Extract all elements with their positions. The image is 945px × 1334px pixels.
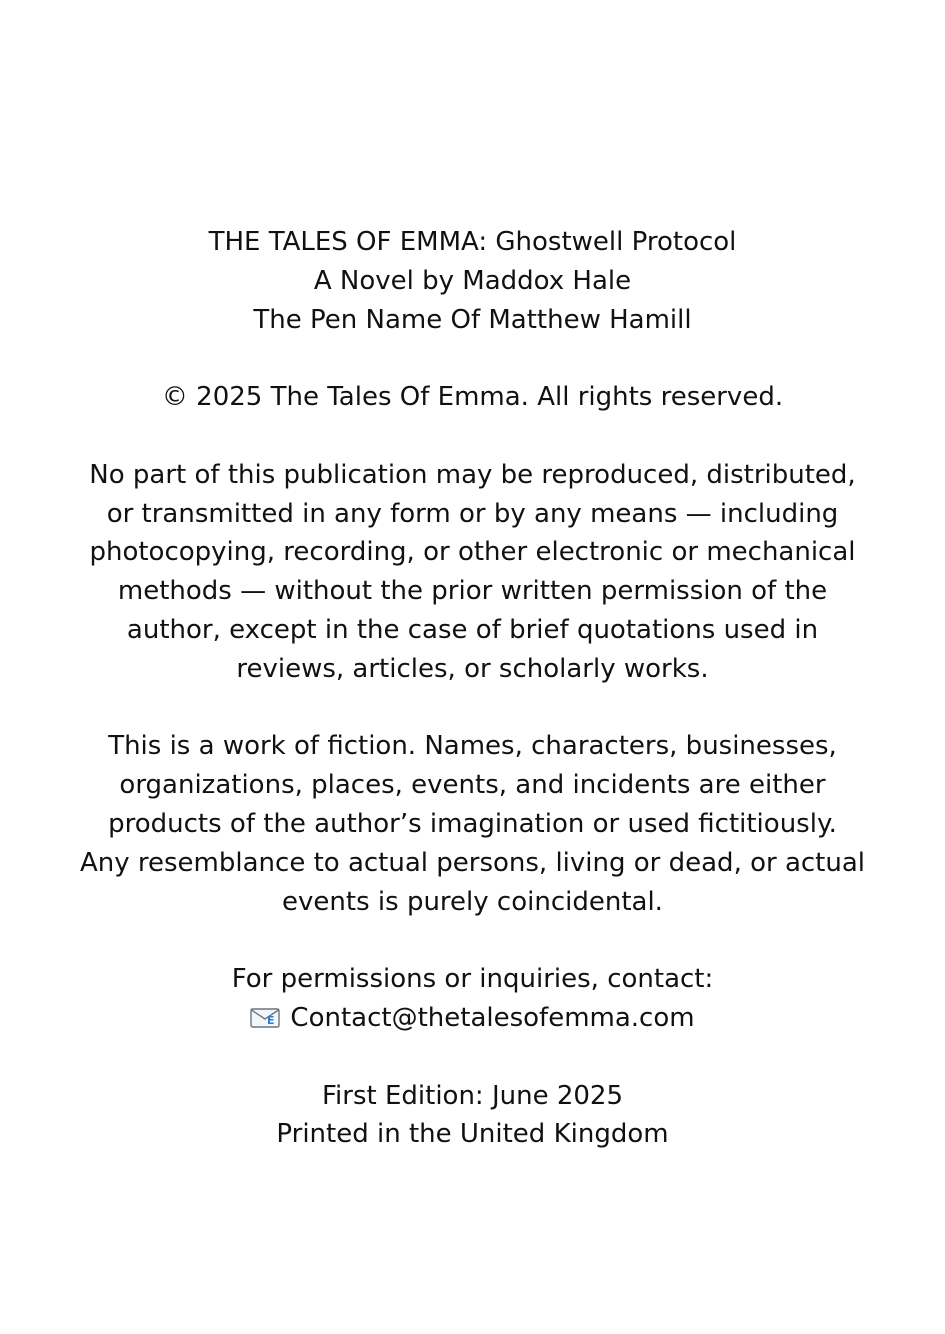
email-icon xyxy=(250,1008,280,1028)
spacer xyxy=(0,921,945,960)
first-edition: First Edition: June 2025 xyxy=(321,1080,624,1111)
printed-location: Printed in the United Kingdom xyxy=(276,1119,669,1150)
fiction-paragraph xyxy=(0,727,945,921)
spacer xyxy=(0,689,945,728)
contact-email-link[interactable]: Contact@thetalesofemma.com xyxy=(290,1002,695,1033)
copyright-page xyxy=(0,223,945,1154)
rights-line: author, except in the case of brief quotations used in xyxy=(126,614,819,645)
fiction-line: Any resemblance to actual persons, living or dead, or actual xyxy=(79,847,866,878)
contact-line xyxy=(0,999,945,1038)
rights-line: reviews, articles, or scholarly works. xyxy=(236,653,709,684)
book-subtitle: A Novel by Maddox Hale xyxy=(313,265,632,296)
contact-block xyxy=(0,960,945,1038)
fiction-line: products of the author’s imagination or used fictitiously. xyxy=(108,808,837,839)
copyright-notice: © 2025 The Tales Of Emma. All rights reserved. xyxy=(161,382,784,413)
rights-paragraph xyxy=(0,456,945,689)
contact-intro: For permissions or inquiries, contact: xyxy=(231,964,714,995)
rights-line: photocopying, recording, or other electronic or mechanical xyxy=(89,537,856,568)
edition-block xyxy=(0,1077,945,1155)
rights-line: or transmitted in any form or by any means — including xyxy=(106,498,839,529)
rights-line: No part of this publication may be reproduced, distributed, xyxy=(89,459,856,490)
spacer xyxy=(0,417,945,456)
rights-line: methods — without the prior written permission of the xyxy=(117,576,828,607)
title-block xyxy=(0,223,945,339)
book-title: THE TALES OF EMMA: Ghostwell Protocol xyxy=(208,227,737,257)
spacer xyxy=(0,339,945,378)
fiction-line: This is a work of fiction. Names, characters, businesses, xyxy=(108,731,837,762)
svg-text:E: E xyxy=(267,1013,275,1027)
fiction-line: organizations, places, events, and incidents are either xyxy=(119,770,826,801)
spacer xyxy=(0,1038,945,1077)
fiction-line: events is purely coincidental. xyxy=(282,886,663,917)
pen-name: The Pen Name Of Matthew Hamill xyxy=(253,304,692,335)
